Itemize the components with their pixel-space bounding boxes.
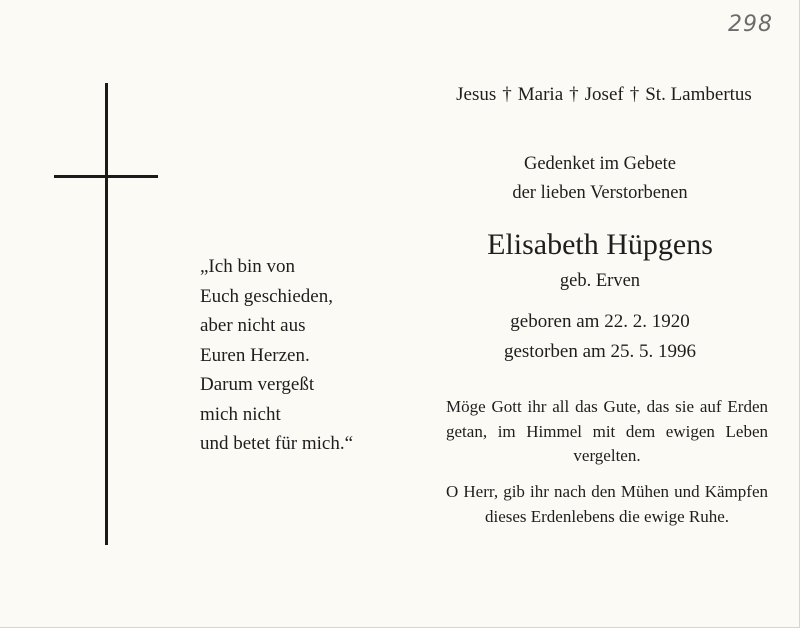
life-dates (430, 307, 770, 367)
birth-date: geboren am 22. 2. 1920 (510, 311, 690, 332)
cross-icon-crossbar (54, 175, 158, 178)
death-date: gestorben am 25. 5. 1996 (503, 341, 697, 362)
saint-name: Maria (517, 84, 564, 105)
deceased-name: Elisabeth Hüpgens (487, 228, 713, 261)
saint-name: Josef (584, 84, 624, 105)
quote-line: aber nicht aus (200, 315, 306, 336)
quote-line: mich nicht (200, 403, 281, 425)
saint-name: St. Lambertus (645, 84, 752, 105)
remembrance-intro (430, 150, 770, 208)
intro-line: der lieben Verstorbenen (512, 183, 688, 203)
saints-header (436, 84, 772, 106)
quote-line: und betet für mich.“ (200, 433, 354, 454)
quote-line: „Ich bin von (200, 256, 295, 277)
quote-line: Euch geschieden, (200, 285, 333, 307)
handwritten-archive-number: 298 (728, 12, 773, 37)
cross-icon (105, 83, 108, 545)
dagger-icon: † (569, 84, 579, 105)
prayer-text: Möge Gott ihr all das Gute, das sie auf Erden getan, im Himmel mit dem ewigen Leben vergelten. (446, 397, 768, 465)
dagger-icon: † (629, 84, 640, 105)
farewell-quote (200, 252, 353, 459)
quote-line: Euren Herzen. (200, 344, 310, 366)
quote-line: Darum vergeßt (200, 374, 315, 395)
prayer-text: O Herr, gib ihr nach den Mühen und Kämpfen dieses Erdenlebens die ewige Ruhe. (446, 482, 768, 526)
dagger-icon: † (502, 84, 512, 105)
birth-name: geb. Erven (559, 271, 641, 291)
saint-name: Jesus (456, 84, 497, 105)
intro-line: Gedenket im Gebete (523, 154, 677, 174)
